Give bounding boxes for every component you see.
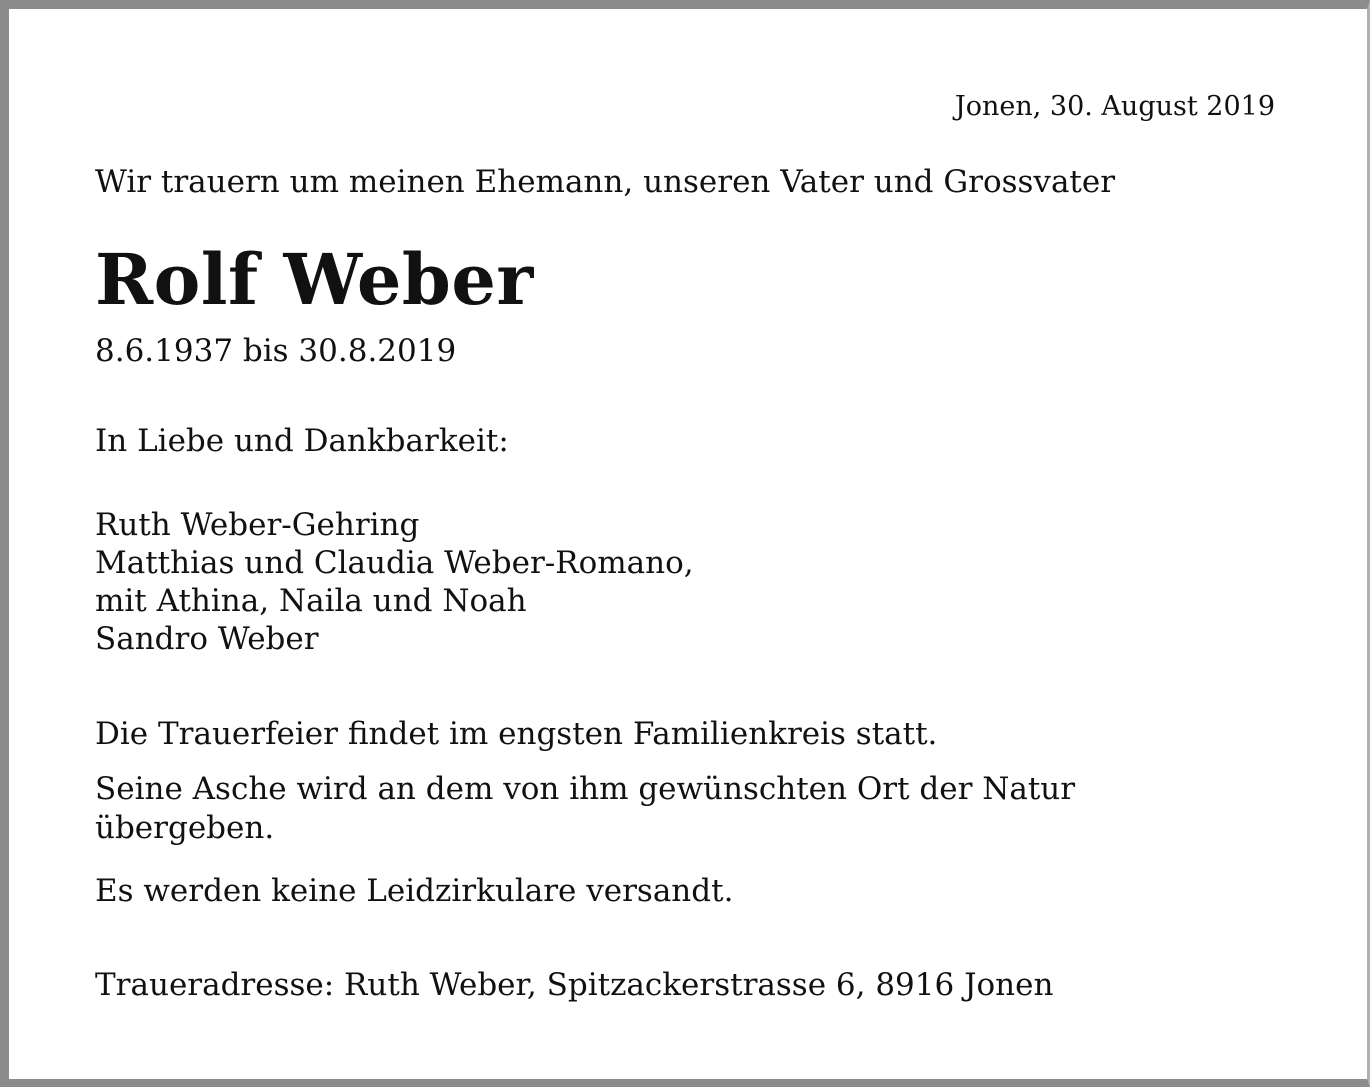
gratitude-line: In Liebe und Dankbarkeit: [95,423,509,459]
mourner-line: Matthias und Claudia Weber-Romano, [95,545,694,581]
ashes-notice: Seine Asche wird an dem von ihm gewünschten Ort der Natur übergeben. [95,771,1076,846]
mourners-list [95,506,694,658]
circulars-notice: Es werden keine Leidzirkulare versandt. [95,873,734,909]
mourner-line: Sandro Weber [95,621,319,657]
deceased-name: Rolf Weber [95,238,534,321]
intro-text: Wir trauern um meinen Ehemann, unseren Vater und Grossvater [95,164,1116,200]
mourning-address: Traueradresse: Ruth Weber, Spitzackerstrasse 6, 8916 Jonen [95,967,1054,1003]
life-dates: 8.6.1937 bis 30.8.2019 [95,333,457,369]
ceremony-notice: Die Trauerfeier findet im engsten Familienkreis statt. [95,716,938,752]
place-and-date: Jonen, 30. August 2019 [954,91,1275,122]
mourner-line: mit Athina, Naila und Noah [95,583,527,619]
mourner-line: Ruth Weber-Gehring [95,507,420,543]
